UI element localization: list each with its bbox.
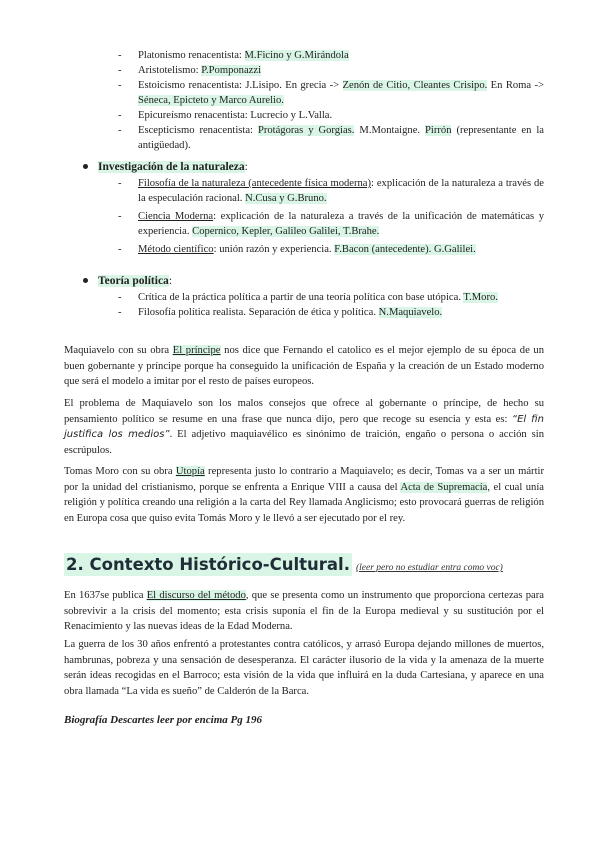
bullet-icon [83,278,88,283]
section-nature-heading: Investigación de la naturaleza: [83,160,248,175]
philosophy-schools-list [118,48,544,153]
paragraph-discurso: En 1637se publica El discurso del método, que se presenta como un instrumento que proporciona certezas para sobrevivir a la crisis del momento; esta crisis suponía el fin de la Europa medieval y su sustitución por el Renacimiento y las nuevas ideas de la Edad Moderna. [64,590,544,632]
section-politics-heading: Teoría política: [83,274,172,289]
section-heading [64,552,544,581]
section-note: (leer pero no estudiar entra como voc) [355,563,503,573]
list-item: - Filosofía política realista. Separación de ética y política. N.Maquiavelo. [118,305,544,320]
section-title: 2. Contexto Histórico-Cultural. [66,555,350,574]
list-item: - Método científico: unión razón y experiencia. F.Bacon (antecedente). G.Galilei. [118,242,544,257]
bullet-icon [83,164,88,169]
paragraph-maquiavelo: Maquiavelo con su obra El príncipe nos dice que Fernando el catolico es el mejor ejemplo de su época de un buen gobernante y príncipe porque ha conseguido la unificación de España y la creación de un Estado moderno que será el modelo a imitar por el resto de países europeos. [64,345,545,387]
section-nature-list [118,176,544,257]
list-item: - Platonismo renacentista: M.Ficino y G.Mirándola [118,48,544,63]
list-item: - Ciencia Moderna: explicación de la naturaleza a través de la unificación de matemáticas y experiencia. Copernico, Kepler, Galileo Galilei, T.Brahe. [118,209,544,239]
paragraph-tomas-moro: Tomas Moro con su obra Utopía representa justo lo contrario a Maquiavelo; es decir, Tomas va a ser un mártir por la unidad del cristianismo, porque se enfrenta a Enrique VIII a causa del Acta de Supremacía, el cual unía religión y política creando una religión a la carta del Rey llamada Anglicismo; esto provocará guerras de religión en Europa cosa que quiso evita Tomás Moro y le llevó a ser ejecutado por el rey. [64,466,544,524]
list-item: - Filosofía de la naturaleza (antecedente física moderna): explicación de la naturaleza a través de la especulación racional. N.Cusa y G.Bruno. [118,176,544,206]
list-item: - Epicureísmo renacentista: Lucrecio y L.Valla. [118,108,544,123]
list-item: - Aristotelismo: P.Pomponazzi [118,63,544,78]
section-politics-list [118,290,544,320]
paragraph-guerra: La guerra de los 30 años enfrentó a protestantes contra católicos, y arrasó Europa dejando millones de muertos, hambrunas, pobreza y una sensación de desesperanza. El carácter ilusorio de la vida y la amenaza de la muerte serán ideas recogidas en el Barroco; esta visión de la vida que influirá en la duda Cartesiana, y aparece en una obra llamada “La vida es sueño” de Calderón de la Barca. [64,639,544,697]
list-item: - Crítica de la práctica política a partir de una teoría política con base utópica. T.Moro. [118,290,544,305]
footer-note: Biografía Descartes leer por encima Pg 196 [64,714,262,726]
paragraph-maquiavelo-problem: El problema de Maquiavelo son los malos consejos que ofrece al gobernante o príncipe, de hecho su pensamiento político se resume en una frase que nunca dijo, pero que recoge su esencia y esta es: “El fin justifica los medios”. El adjetivo maquiavélico es sinónimo de traición, engaño o persona o acción sin escrúpulos. [64,398,544,456]
list-item: - Estoicismo renacentista: J.Lisipo. En grecia -> Zenón de Citio, Cleantes Crisipo. En Roma -> Séneca, Epicteto y Marco Aurelio. [118,78,544,108]
list-item: - Escepticismo renacentista: Protágoras y Gorgias. M.Montaigne. Pirrón (representante en la antigüedad). [118,123,544,153]
